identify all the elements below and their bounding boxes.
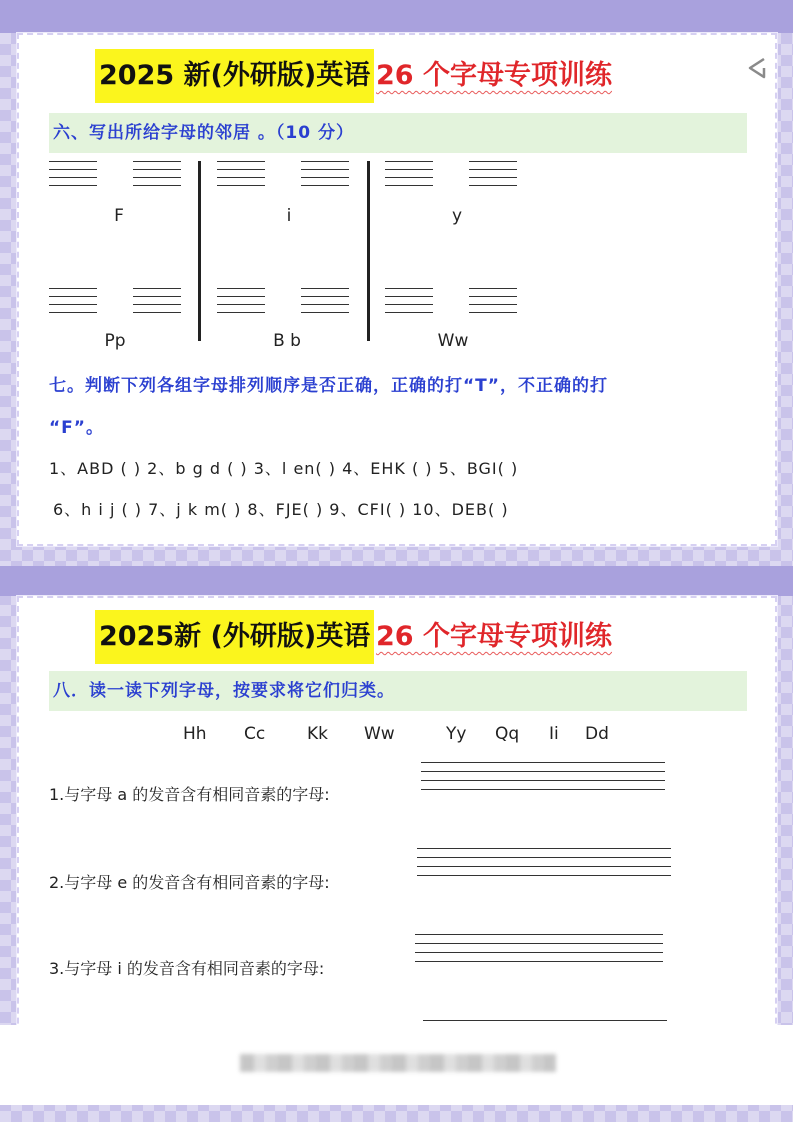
title-row [19,610,775,664]
writing-lines[interactable] [301,288,349,318]
writing-lines[interactable] [469,288,517,318]
section-8-heading: 八．读一读下列字母，按要求将它们归类。 [49,671,747,711]
title-highlight: 2025新 (外研版)英语 [95,610,374,664]
writing-lines[interactable] [133,288,181,318]
question-3: 3.与字母 i 的发音含有相同音素的字母: [49,959,325,978]
top-band [0,0,793,33]
writing-lines[interactable] [49,288,97,318]
section-7-heading-cont: “F”。 [49,418,104,438]
writing-lines[interactable] [469,161,517,191]
question-2: 2.与字母 e 的发音含有相同音素的字母: [49,873,330,892]
title-highlight: 2025 新(外研版)英语 [95,49,374,103]
letter-y: y [451,206,463,226]
title-red: 26 个字母专项训练 [376,621,612,652]
blurred-watermark [240,1054,556,1072]
letter-item: Dd [585,724,609,744]
middle-band [0,566,793,596]
answer-lines-2[interactable] [417,848,671,878]
writing-lines[interactable] [49,161,97,191]
title-red: 26 个字母专项训练 [376,60,612,91]
answer-lines-1[interactable] [421,762,665,792]
letter-ww: Ww [437,331,469,351]
writing-lines[interactable] [217,161,265,191]
writing-lines[interactable] [385,161,433,191]
letter-item: Ww [364,724,395,744]
judge-row-2[interactable]: 6、h i j ( ) 7、j k m( ) 8、FJE( ) 9、CFI( ) 10、DEB( ) [53,500,509,519]
writing-lines[interactable] [301,161,349,191]
letter-item: Yy [446,724,467,744]
letter-i: i [286,206,292,226]
writing-lines[interactable] [133,161,181,191]
back-triangle-icon[interactable] [744,55,770,81]
divider [367,161,370,341]
judge-row-1[interactable]: 1、ABD ( ) 2、b g d ( ) 3、l en( ) 4、EHK ( ) 5、BGI( ) [49,459,519,478]
title-row [19,49,775,103]
worksheet-card-1 [17,33,777,546]
letter-item: Qq [495,724,520,744]
letter-item: Cc [244,724,266,744]
letter-bb: B b [273,331,301,351]
question-1: 1.与字母 a 的发音含有相同音素的字母: [49,785,330,804]
writing-lines[interactable] [217,288,265,318]
letter-item: Kk [307,724,328,744]
letter-f: F [114,206,124,226]
letter-item: Ii [549,724,559,744]
letter-item: Hh [183,724,207,744]
answer-lines-3[interactable] [415,934,663,964]
writing-lines[interactable] [385,288,433,318]
divider [198,161,201,341]
section-7-heading: 七。判断下列各组字母排列顺序是否正确，正确的打“T”，不正确的打 [49,376,608,396]
letter-pp: Pp [104,331,126,351]
section-6-heading: 六、写出所给字母的邻居 。（10 分） [49,113,747,153]
